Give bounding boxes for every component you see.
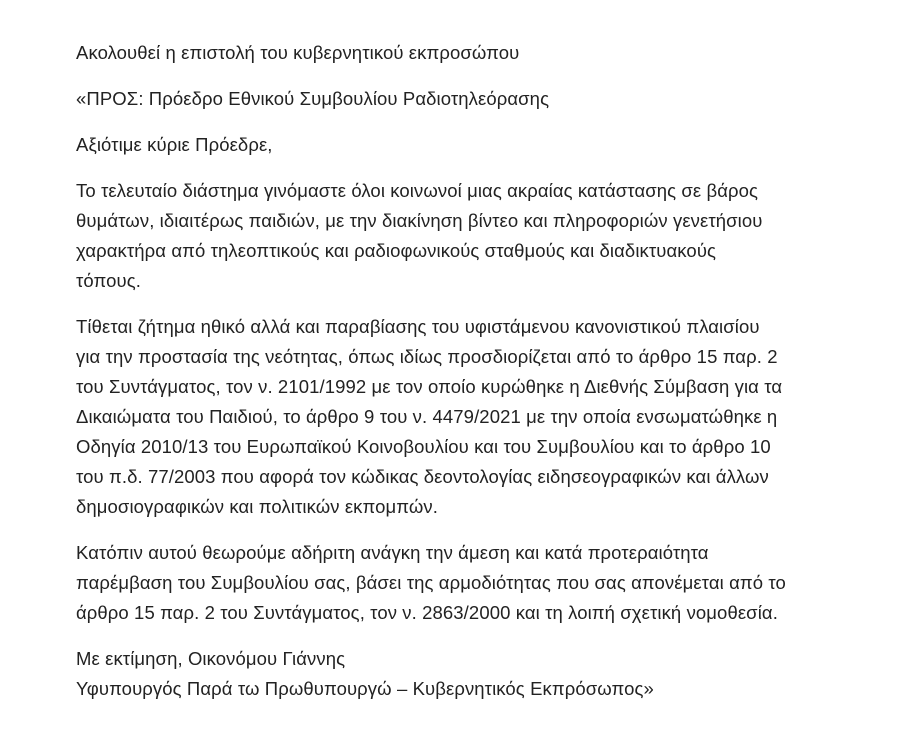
paragraph-situation [76, 176, 846, 296]
paragraph-line: Το τελευταίο διάστημα γινόμαστε όλοι κοινωνοί μιας ακραίας κατάστασης σε βάρος [76, 180, 759, 201]
salutation: Αξιότιμε κύριε Πρόεδρε, [76, 134, 273, 155]
paragraph-request [76, 538, 846, 628]
signature-title: Υφυπουργός Παρά τω Πρωθυπουργώ – Κυβερνητικός Εκπρόσωπος» [76, 678, 654, 699]
intro-text: Ακολουθεί η επιστολή του κυβερνητικού εκπροσώπου [76, 42, 520, 63]
paragraph-legal-framework [76, 312, 846, 522]
paragraph-line: του π.δ. 77/2003 που αφορά τον κώδικας δεοντολογίας ειδησεογραφικών και άλλων [76, 466, 769, 487]
recipient-line: «ΠΡΟΣ: Πρόεδρο Εθνικού Συμβουλίου Ραδιοτηλεόρασης [76, 88, 550, 109]
paragraph-line: τόπους. [76, 270, 141, 291]
signature-closing: Με εκτίμηση, Οικονόμου Γιάννης [76, 648, 346, 669]
paragraph-line: Οδηγία 2010/13 του Ευρωπαϊκού Κοινοβουλίου και του Συμβουλίου και το άρθρο 10 [76, 436, 771, 457]
paragraph-line: Κατόπιν αυτού θεωρούμε αδήριτη ανάγκη την άμεση και κατά προτεραιότητα [76, 542, 709, 563]
letter-body [76, 38, 846, 704]
signature-block [76, 644, 846, 704]
paragraph-line: για την προστασία της νεότητας, όπως ιδίως προσδιορίζεται από το άρθρο 15 παρ. 2 [76, 346, 778, 367]
paragraph-line: Δικαιώματα του Παιδιού, το άρθρο 9 του ν. 4479/2021 με την οποία ενσωματώθηκε η [76, 406, 778, 427]
paragraph-line: Τίθεται ζήτημα ηθικό αλλά και παραβίασης του υφιστάμενου κανονιστικού πλαισίου [76, 316, 760, 337]
paragraph-line: θυμάτων, ιδιαιτέρως παιδιών, με την διακίνηση βίντεο και πληροφοριών γενετήσιου [76, 210, 763, 231]
paragraph-line: χαρακτήρα από τηλεοπτικούς και ραδιοφωνικούς σταθμούς και διαδικτυακούς [76, 240, 717, 261]
paragraph-line: άρθρο 15 παρ. 2 του Συντάγματος, τον ν. 2863/2000 και τη λοιπή σχετική νομοθεσία. [76, 602, 778, 623]
paragraph-line: δημοσιογραφικών και πολιτικών εκπομπών. [76, 496, 439, 517]
paragraph-line: του Συντάγματος, τον ν. 2101/1992 με τον οποίο κυρώθηκε η Διεθνής Σύμβαση για τα [76, 376, 783, 397]
paragraph-line: παρέμβαση του Συμβουλίου σας, βάσει της αρμοδιότητας που σας απονέμεται από το [76, 572, 786, 593]
